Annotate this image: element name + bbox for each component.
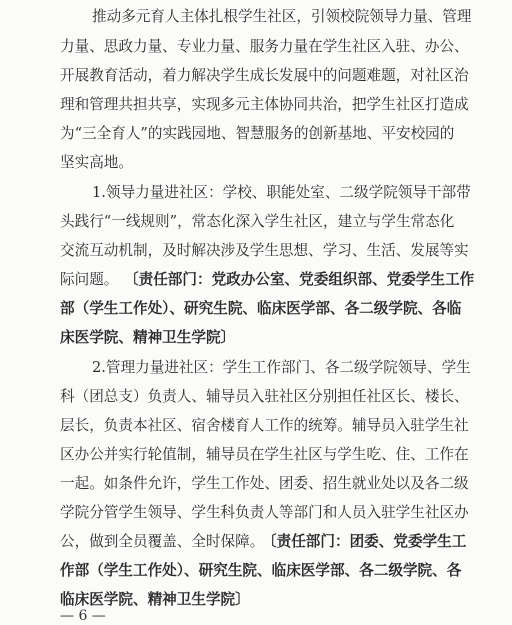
text-line: 一起。如条件允许，学生工作处、团委、招生就业处以及各二级: [60, 475, 469, 492]
responsibility-note: 部（学生工作处）、研究生院、临床医学部、各二级学院、各临: [60, 300, 462, 317]
text-line: 层长，负责本社区、宿舍楼育人工作的统筹。辅导员入驻学生社: [60, 417, 469, 434]
text-line: 公，做到全员覆盖、全时保障。: [60, 533, 265, 550]
responsibility-note: 床医学院、精神卫生学院〕: [60, 329, 236, 346]
responsibility-note: 临床医学院、精神卫生学院〕: [60, 591, 250, 608]
text-line: 头践行“一线规则”，常态化深入学生社区，建立与学生常态化: [60, 213, 455, 230]
responsibility-note: 作部（学生工作处）、研究生院、临床医学部、各二级学院、各: [60, 562, 462, 579]
text-line: 际问题。: [60, 271, 119, 288]
page-number: — 6 —: [60, 608, 106, 624]
text-line: 科（团总支）负责人、辅导员入驻社区分别担任社区长、楼长、: [60, 388, 469, 405]
text-line: 2.管理力量进社区：学生工作部门、各二级学院领导、学生: [92, 359, 471, 376]
text-line: 推动多元育人主体扎根学生社区，引领校院领导力量、管理: [92, 8, 472, 25]
text-line: 力量、思政力量、专业力量、服务力量在学生社区入驻、办公、: [60, 38, 469, 55]
text-line: 1.领导力量进社区：学校、职能处室、二级学院领导干部带: [92, 184, 471, 201]
text-line: 为“三全育人”的实践园地、智慧服务的创新基地、平安校园的: [60, 125, 455, 142]
responsibility-note: 〔责任部门：团委、党委学生工: [262, 533, 467, 550]
responsibility-note: 〔责任部门：党政办公室、党委组织部、党委学生工作: [124, 271, 475, 288]
text-line: 开展教育活动，着力解决学生成长发展中的问题难题，对社区治: [60, 67, 469, 84]
text-line: 学院分管学生领导、学生科负责人等部门和人员入驻学生社区办: [60, 504, 469, 521]
text-line: 交流互动机制，及时解决涉及学生思想、学习、生活、发展等实: [60, 242, 469, 259]
text-line: 理和管理共担共享，实现多元主体协同共治，把学生社区打造成: [60, 96, 469, 113]
text-line: 区办公并实行轮值制，辅导员在学生社区与学生吃、住、工作在: [60, 446, 469, 463]
text-line: 坚实高地。: [60, 154, 133, 171]
